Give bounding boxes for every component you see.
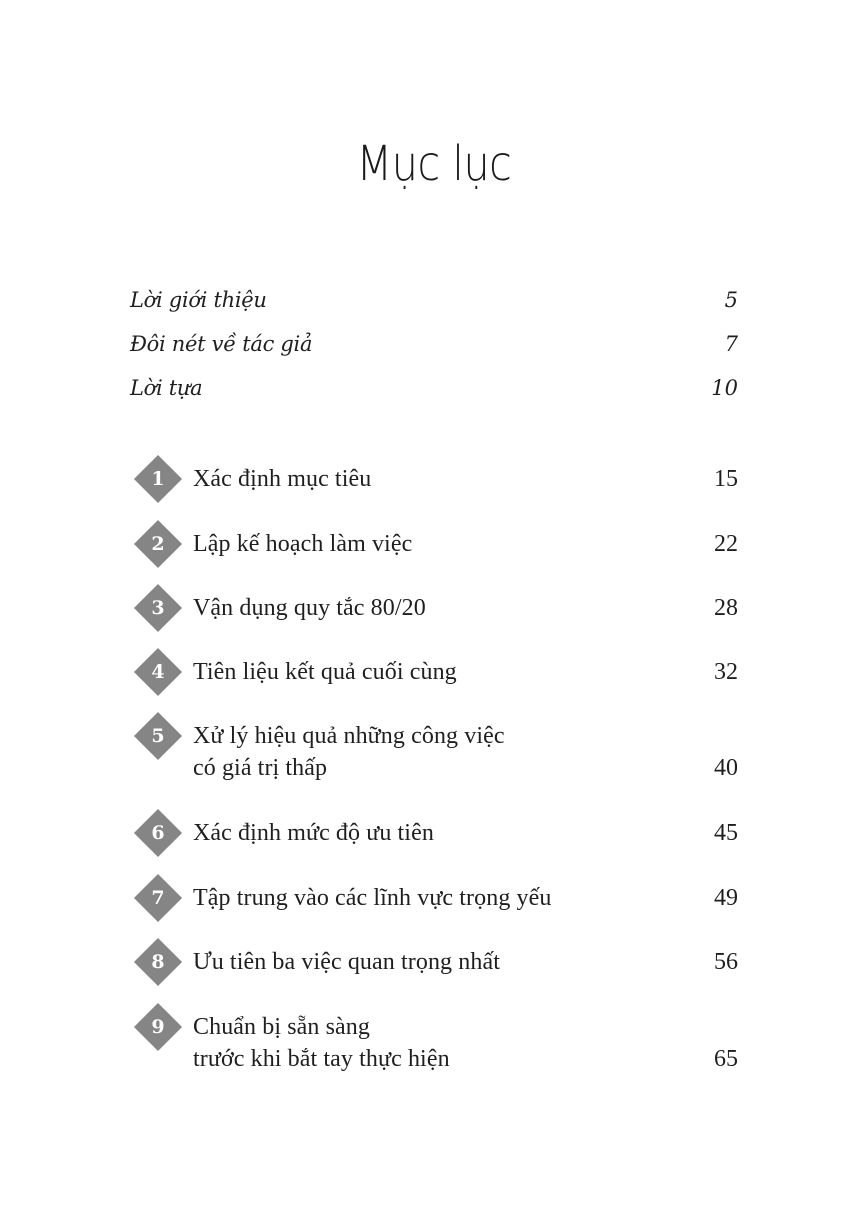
chapter-number-diamond-icon	[134, 584, 182, 632]
chapter-title: Ưu tiên ba việc quan trọng nhất	[193, 949, 500, 975]
chapter-title-line-2: có giá trị thấp	[193, 755, 328, 781]
chapter-title-line-1: Xử lý hiệu quả những công việc	[193, 723, 505, 749]
chapter-entry-9[interactable]	[130, 1003, 738, 1083]
toc-entry-introduction[interactable]	[130, 288, 738, 332]
chapter-page: 32	[714, 659, 738, 685]
chapter-title: Vận dụng quy tắc 80/20	[193, 595, 426, 621]
front-matter-list	[130, 288, 738, 420]
chapter-number: 7	[151, 887, 165, 909]
toc-entry-page: 7	[724, 332, 738, 356]
chapter-number: 2	[151, 533, 165, 555]
chapter-page: 40	[714, 755, 738, 781]
toc-entry-about-author[interactable]	[130, 332, 738, 376]
chapter-number: 4	[151, 661, 165, 683]
chapter-number-diamond-icon	[134, 648, 182, 696]
chapter-entry-4[interactable]	[130, 648, 738, 696]
chapter-page: 45	[714, 820, 738, 846]
toc-entry-preface[interactable]	[130, 376, 738, 420]
chapter-number: 9	[151, 1016, 165, 1038]
chapter-title: Xác định mức độ ưu tiên	[193, 820, 434, 846]
chapter-title: Tiên liệu kết quả cuối cùng	[193, 659, 457, 685]
chapter-entry-2[interactable]	[130, 520, 738, 568]
chapter-number: 5	[151, 725, 165, 747]
chapter-title: Xác định mục tiêu	[193, 466, 372, 492]
chapter-number: 1	[151, 468, 165, 490]
toc-entry-label: Lời tựa	[130, 376, 203, 400]
toc-entry-label: Đôi nét về tác giả	[130, 332, 313, 356]
chapter-number-diamond-icon	[134, 874, 182, 922]
chapter-page: 15	[714, 466, 738, 492]
chapter-number-diamond-icon	[134, 712, 182, 760]
chapter-entry-5[interactable]	[130, 712, 738, 792]
chapter-number-diamond-icon	[134, 455, 182, 503]
chapter-entry-7[interactable]	[130, 874, 738, 922]
chapter-title-line-2: trước khi bắt tay thực hiện	[193, 1046, 450, 1072]
chapter-number-diamond-icon	[134, 1003, 182, 1051]
chapter-page: 65	[714, 1046, 738, 1072]
chapter-number: 8	[151, 951, 165, 973]
chapter-title: Lập kế hoạch làm việc	[193, 531, 413, 557]
chapter-number-diamond-icon	[134, 938, 182, 986]
chapter-number-diamond-icon	[134, 520, 182, 568]
chapter-number-diamond-icon	[134, 809, 182, 857]
chapter-entry-8[interactable]	[130, 938, 738, 986]
chapter-entry-6[interactable]	[130, 809, 738, 857]
chapter-page: 56	[714, 949, 738, 975]
page-title: Mục lục	[356, 136, 512, 192]
chapter-number: 6	[151, 822, 165, 844]
chapter-page: 28	[714, 595, 738, 621]
chapter-page: 22	[714, 531, 738, 557]
chapter-title-line-1: Chuẩn bị sẵn sàng	[193, 1014, 371, 1040]
toc-entry-page: 10	[711, 376, 738, 400]
chapter-entry-1[interactable]	[130, 455, 738, 503]
chapter-entry-3[interactable]	[130, 584, 738, 632]
chapter-number: 3	[151, 597, 165, 619]
chapter-title: Tập trung vào các lĩnh vực trọng yếu	[193, 885, 552, 911]
toc-entry-label: Lời giới thiệu	[130, 288, 267, 312]
toc-entry-page: 5	[724, 288, 738, 312]
chapter-page: 49	[714, 885, 738, 911]
